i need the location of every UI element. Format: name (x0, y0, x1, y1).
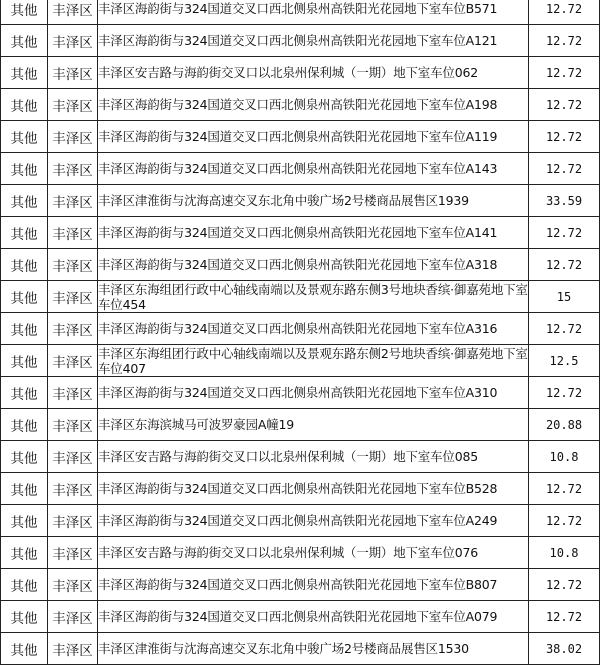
district-cell (48, 601, 98, 633)
district-text: 丰泽区 (52, 66, 93, 83)
price-text: 12.72 (545, 321, 583, 336)
table-row (1, 441, 600, 473)
district-text: 丰泽区 (52, 450, 93, 467)
property-type-text: 其他 (10, 386, 38, 403)
district-cell (48, 473, 98, 505)
price-text: 12.72 (545, 577, 583, 592)
price-text: 12.72 (545, 97, 583, 112)
price-cell (529, 473, 600, 505)
table-row (1, 409, 600, 441)
district-cell (48, 313, 98, 345)
table-row (1, 57, 600, 89)
property-type-text: 其他 (10, 578, 38, 595)
price-cell (529, 249, 600, 281)
price-cell (529, 505, 600, 537)
district-text: 丰泽区 (52, 98, 93, 115)
table-row (1, 601, 600, 633)
table-row (1, 345, 600, 377)
table-row (1, 569, 600, 601)
district-cell (48, 185, 98, 217)
price-cell (529, 537, 600, 569)
price-text: 38.02 (545, 641, 583, 656)
table-row (1, 313, 600, 345)
property-type-cell (1, 569, 48, 601)
district-text: 丰泽区 (52, 546, 93, 563)
property-type-cell (1, 249, 48, 281)
location-cell (98, 249, 529, 281)
location-text: 丰泽区安吉路与海韵街交叉口以北泉州保利城（一期）地下室车位062 (98, 65, 478, 80)
property-type-cell (1, 25, 48, 57)
price-cell (529, 281, 600, 313)
property-type-text: 其他 (10, 450, 38, 467)
property-type-cell (1, 601, 48, 633)
district-cell (48, 249, 98, 281)
property-type-cell (1, 185, 48, 217)
table-row (1, 25, 600, 57)
location-text: 丰泽区安吉路与海韵街交叉口以北泉州保利城（一期）地下室车位076 (98, 545, 478, 560)
price-cell (529, 89, 600, 121)
price-text: 12.72 (545, 609, 583, 624)
table-row (1, 505, 600, 537)
district-text: 丰泽区 (52, 130, 93, 147)
price-cell (529, 569, 600, 601)
district-cell (48, 441, 98, 473)
district-cell (48, 377, 98, 409)
location-text: 丰泽区海韵街与324国道交叉口西北侧泉州高铁阳光花园地下室车位B807 (98, 577, 498, 592)
property-type-cell (1, 281, 48, 313)
district-cell (48, 57, 98, 89)
district-text: 丰泽区 (52, 482, 93, 499)
district-text: 丰泽区 (52, 514, 93, 531)
table-row (1, 473, 600, 505)
table-row (1, 0, 600, 25)
property-type-cell (1, 217, 48, 249)
price-text: 12.72 (545, 33, 583, 48)
location-cell (98, 633, 529, 665)
property-type-text: 其他 (10, 418, 38, 435)
property-type-cell (1, 441, 48, 473)
district-text: 丰泽区 (52, 322, 93, 339)
location-text: 丰泽区海韵街与324国道交叉口西北侧泉州高铁阳光花园地下室车位A119 (98, 129, 498, 144)
price-text: 12.72 (545, 481, 583, 496)
location-cell (98, 0, 529, 25)
district-cell (48, 409, 98, 441)
district-text: 丰泽区 (52, 354, 93, 371)
district-text: 丰泽区 (52, 290, 93, 307)
location-cell (98, 601, 529, 633)
price-cell (529, 377, 600, 409)
location-cell (98, 313, 529, 345)
location-cell (98, 409, 529, 441)
location-cell (98, 377, 529, 409)
property-type-cell (1, 153, 48, 185)
price-cell (529, 217, 600, 249)
property-type-cell (1, 409, 48, 441)
location-text: 丰泽区海韵街与324国道交叉口西北侧泉州高铁阳光花园地下室车位A198 (98, 97, 498, 112)
property-type-cell (1, 0, 48, 25)
property-type-text: 其他 (10, 34, 38, 51)
price-text: 12.72 (545, 385, 583, 400)
price-cell (529, 601, 600, 633)
property-type-text: 其他 (10, 290, 38, 307)
property-type-text: 其他 (10, 642, 38, 659)
property-type-text: 其他 (10, 610, 38, 627)
location-cell (98, 505, 529, 537)
price-text: 10.8 (549, 545, 579, 560)
location-text: 丰泽区津淮街与沈海高速交叉东北角中骏广场2号楼商品展售区1939 (98, 193, 469, 208)
district-cell (48, 0, 98, 25)
table-row (1, 249, 600, 281)
table-row (1, 633, 600, 665)
location-cell (98, 473, 529, 505)
price-text: 12.72 (545, 65, 583, 80)
table-row (1, 121, 600, 153)
price-text: 12.72 (545, 129, 583, 144)
table-row (1, 377, 600, 409)
table-row (1, 217, 600, 249)
location-text: 丰泽区海韵街与324国道交叉口西北侧泉州高铁阳光花园地下室车位A079 (98, 609, 498, 624)
price-text: 15 (556, 289, 572, 304)
district-cell (48, 345, 98, 377)
price-cell (529, 633, 600, 665)
location-text: 丰泽区海韵街与324国道交叉口西北侧泉州高铁阳光花园地下室车位B528 (98, 481, 498, 496)
location-text: 丰泽区东海组团行政中心轴线南端以及景观东路东侧3号地块香缤·御嘉苑地下室车位454 (98, 281, 528, 312)
property-type-text: 其他 (10, 322, 38, 339)
district-cell (48, 25, 98, 57)
district-text: 丰泽区 (52, 386, 93, 403)
price-cell (529, 409, 600, 441)
property-type-cell (1, 313, 48, 345)
property-type-cell (1, 377, 48, 409)
property-type-text: 其他 (10, 546, 38, 563)
location-cell (98, 217, 529, 249)
property-type-text: 其他 (10, 482, 38, 499)
property-type-text: 其他 (10, 162, 38, 179)
table-body (1, 0, 600, 665)
location-text: 丰泽区安吉路与海韵街交叉口以北泉州保利城（一期）地下室车位085 (98, 449, 478, 464)
district-cell (48, 537, 98, 569)
district-text: 丰泽区 (52, 194, 93, 211)
price-text: 12.72 (545, 257, 583, 272)
location-cell (98, 185, 529, 217)
table-row (1, 185, 600, 217)
property-type-cell (1, 505, 48, 537)
location-cell (98, 569, 529, 601)
table-row (1, 281, 600, 313)
property-type-text: 其他 (10, 130, 38, 147)
location-text: 丰泽区海韵街与324国道交叉口西北侧泉州高铁阳光花园地下室车位A318 (98, 257, 498, 272)
price-text: 10.8 (549, 449, 579, 464)
property-type-text: 其他 (10, 98, 38, 115)
location-text: 丰泽区津淮街与沈海高速交叉东北角中骏广场2号楼商品展售区1530 (98, 641, 469, 656)
price-cell (529, 441, 600, 473)
district-cell (48, 121, 98, 153)
location-text: 丰泽区海韵街与324国道交叉口西北侧泉州高铁阳光花园地下室车位A316 (98, 321, 498, 336)
location-text: 丰泽区海韵街与324国道交叉口西北侧泉州高铁阳光花园地下室车位A310 (98, 385, 498, 400)
district-cell (48, 89, 98, 121)
price-text: 12.72 (545, 513, 583, 528)
price-text: 12.72 (545, 161, 583, 176)
property-type-cell (1, 473, 48, 505)
property-type-text: 其他 (10, 354, 38, 371)
property-type-cell (1, 633, 48, 665)
price-text: 12.72 (545, 1, 583, 16)
table-row (1, 153, 600, 185)
district-cell (48, 569, 98, 601)
location-text: 丰泽区海韵街与324国道交叉口西北侧泉州高铁阳光花园地下室车位A141 (98, 225, 498, 240)
price-cell (529, 153, 600, 185)
district-text: 丰泽区 (52, 258, 93, 275)
location-text: 丰泽区海韵街与324国道交叉口西北侧泉州高铁阳光花园地下室车位A121 (98, 33, 498, 48)
location-cell (98, 57, 529, 89)
property-type-text: 其他 (10, 226, 38, 243)
district-text: 丰泽区 (52, 34, 93, 51)
price-text: 20.88 (545, 417, 583, 432)
district-text: 丰泽区 (52, 162, 93, 179)
location-text: 丰泽区东海滨城马可波罗豪园A幢19 (98, 417, 295, 432)
district-cell (48, 505, 98, 537)
district-text: 丰泽区 (52, 2, 93, 19)
property-type-text: 其他 (10, 514, 38, 531)
district-text: 丰泽区 (52, 226, 93, 243)
property-type-cell (1, 537, 48, 569)
location-text: 丰泽区海韵街与324国道交叉口西北侧泉州高铁阳光花园地下室车位A249 (98, 513, 498, 528)
property-type-cell (1, 57, 48, 89)
location-cell (98, 121, 529, 153)
district-text: 丰泽区 (52, 610, 93, 627)
property-type-text: 其他 (10, 258, 38, 275)
property-type-text: 其他 (10, 66, 38, 83)
location-text: 丰泽区东海组团行政中心轴线南端以及景观东路东侧2号地块香缤·御嘉苑地下室车位407 (98, 345, 528, 376)
location-cell (98, 537, 529, 569)
price-cell (529, 0, 600, 25)
table-row (1, 89, 600, 121)
price-cell (529, 57, 600, 89)
table-row (1, 537, 600, 569)
property-type-cell (1, 89, 48, 121)
district-text: 丰泽区 (52, 418, 93, 435)
location-cell (98, 25, 529, 57)
district-text: 丰泽区 (52, 642, 93, 659)
district-cell (48, 281, 98, 313)
location-cell (98, 281, 529, 313)
price-text: 12.72 (545, 225, 583, 240)
price-cell (529, 185, 600, 217)
district-cell (48, 633, 98, 665)
property-type-cell (1, 345, 48, 377)
location-cell (98, 153, 529, 185)
price-cell (529, 25, 600, 57)
price-cell (529, 345, 600, 377)
location-text: 丰泽区海韵街与324国道交叉口西北侧泉州高铁阳光花园地下室车位B571 (98, 1, 498, 16)
location-cell (98, 345, 529, 377)
property-type-cell (1, 121, 48, 153)
location-cell (98, 89, 529, 121)
district-cell (48, 217, 98, 249)
property-type-text: 其他 (10, 194, 38, 211)
property-type-text: 其他 (10, 2, 38, 19)
price-cell (529, 313, 600, 345)
district-text: 丰泽区 (52, 578, 93, 595)
price-text: 12.5 (549, 353, 579, 368)
location-text: 丰泽区海韵街与324国道交叉口西北侧泉州高铁阳光花园地下室车位A143 (98, 161, 498, 176)
location-cell (98, 441, 529, 473)
price-cell (529, 121, 600, 153)
district-cell (48, 153, 98, 185)
price-text: 33.59 (545, 193, 583, 208)
